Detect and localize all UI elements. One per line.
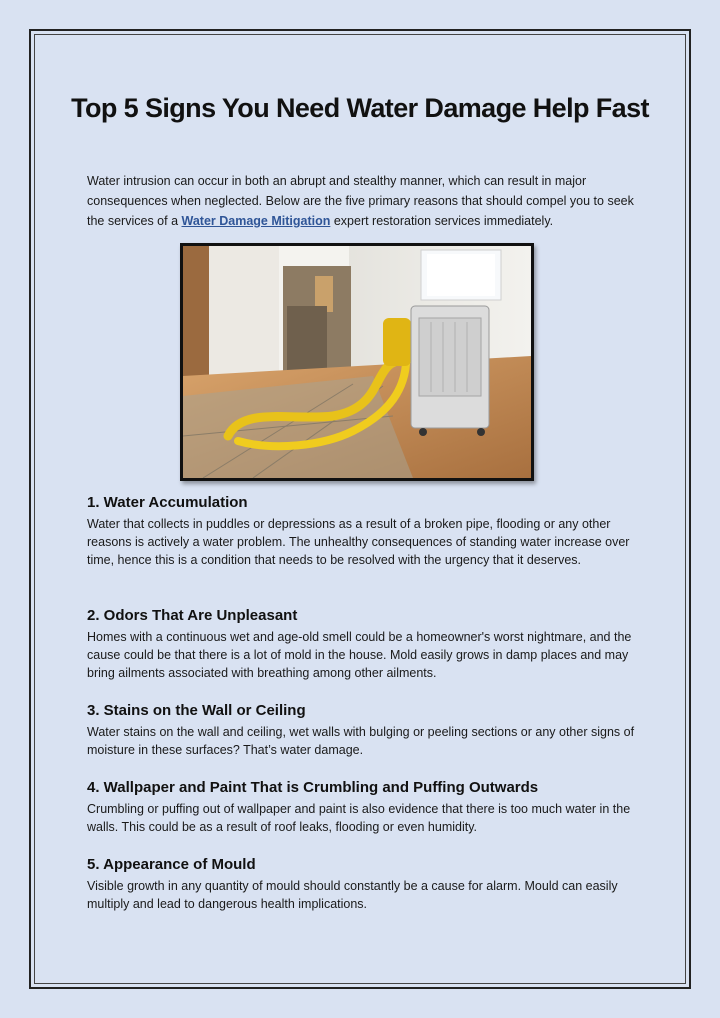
intro-paragraph bbox=[87, 171, 647, 231]
intro-text-after: expert restoration services immediately. bbox=[330, 214, 554, 228]
section-body: Crumbling or puffing out of wallpaper and paint is also evidence that there is too much water in the walls. This could be as a result of roof leaks, flooding or even humidity. bbox=[87, 802, 631, 834]
section-heading: 4. Wallpaper and Paint That is Crumbling and Puffing Outwards bbox=[87, 779, 539, 796]
section-body: Visible growth in any quantity of mould should constantly be a cause for alarm. Mould can easily multiply and lead to dangerous health implications. bbox=[87, 879, 618, 911]
intro-text-before: Water intrusion can occur in both an abrupt and stealthy manner, which can result in major consequences when neglected. Below are the five primary reasons that should compel you to seek the services of a bbox=[87, 174, 634, 228]
section-heading: 5. Appearance of Mould bbox=[87, 856, 256, 873]
section-body: Homes with a continuous wet and age-old smell could be a homeowner's worst nightmare, and the cause could be that there is a lot of mold in the house. Mold easily grows in damp places and may bring ailments associated with breathing among other ailments. bbox=[87, 630, 632, 680]
dehumidifier-scene-illustration bbox=[183, 246, 531, 478]
water-damage-mitigation-link[interactable]: Water Damage Mitigation bbox=[181, 214, 331, 228]
section-body: Water stains on the wall and ceiling, wet walls with bulging or peeling sections or any other signs of moisture in these surfaces? That’s water damage. bbox=[87, 725, 635, 757]
section-heading: 2. Odors That Are Unpleasant bbox=[87, 607, 298, 624]
water-damage-photo bbox=[180, 243, 534, 481]
section-heading: 3. Stains on the Wall or Ceiling bbox=[87, 702, 306, 719]
section-body: Water that collects in puddles or depressions as a result of a broken pipe, flooding or any other reasons is actively a water problem. The unhealthy consequences of standing water increase over time, hence this is a condition that needs to be resolved with the urgency that it deserves. bbox=[87, 517, 630, 567]
section-heading: 1. Water Accumulation bbox=[87, 494, 248, 511]
page-title: Top 5 Signs You Need Water Damage Help Fast bbox=[71, 93, 649, 123]
